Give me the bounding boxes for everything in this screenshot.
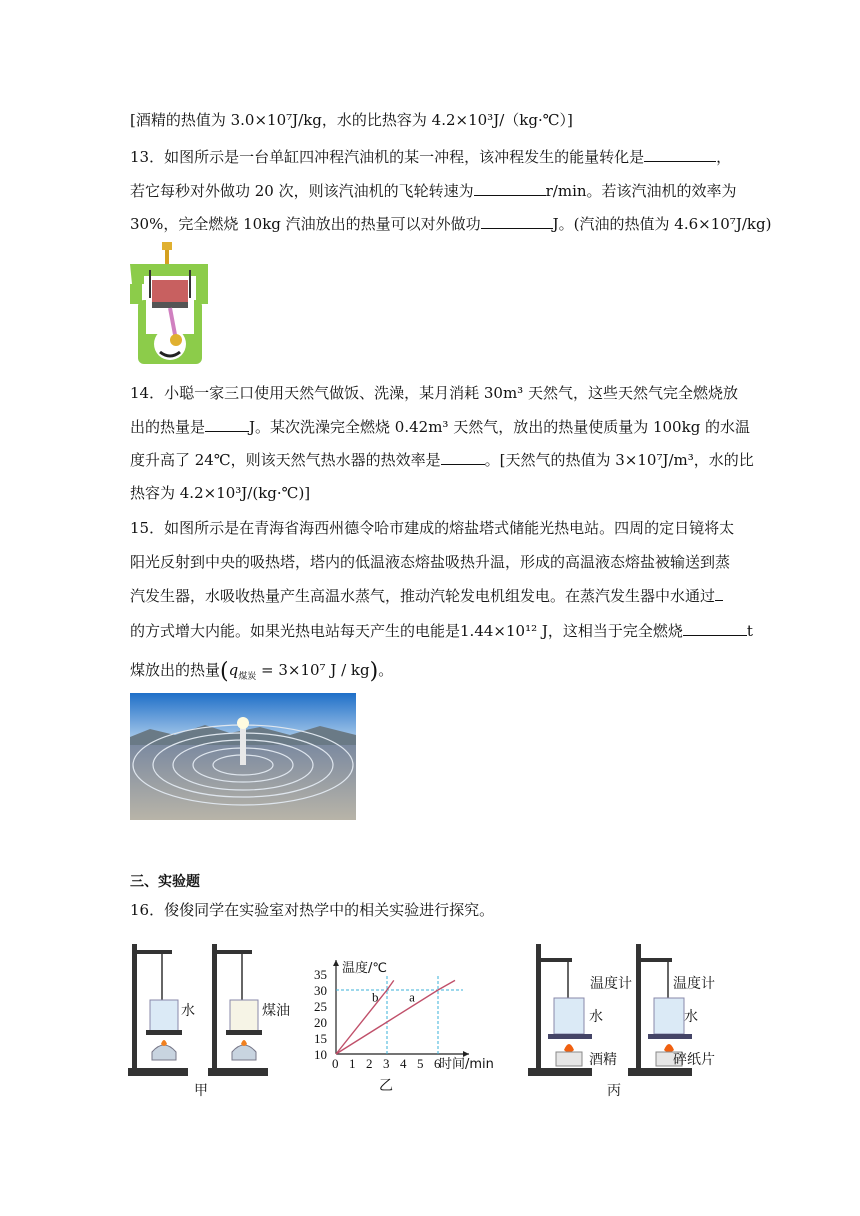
label-water-bing-2: 水 bbox=[684, 1009, 698, 1025]
series-line-b bbox=[336, 980, 394, 1054]
solar-plant-photo bbox=[130, 693, 356, 820]
x-tick-label: 0 bbox=[332, 1056, 339, 1071]
label-water-bing-1: 水 bbox=[589, 1009, 603, 1025]
x-tick-label: 5 bbox=[417, 1056, 424, 1071]
q13-blank-2[interactable] bbox=[474, 181, 546, 196]
label-water: 水 bbox=[181, 1003, 195, 1019]
label-thermometer-2: 温度计 bbox=[673, 976, 715, 992]
label-kerosene: 煤油 bbox=[262, 1003, 290, 1019]
q15-blank-1[interactable] bbox=[715, 586, 723, 601]
q15-blank-2[interactable] bbox=[683, 621, 747, 636]
stand-water bbox=[128, 944, 188, 1076]
q14-line2: 出的热量是 J。某次洗澡完全燃烧 0.42m³ 天然气，放出的热量使质量为 100kg 的水温 bbox=[130, 418, 751, 436]
q15-line4: 的方式增大内能。如果光热电站每天产生的电能是1.44×10¹² J，这相当于完全燃烧 t bbox=[130, 622, 753, 640]
y-tick-label: 25 bbox=[314, 999, 327, 1014]
stand-kerosene bbox=[208, 944, 268, 1076]
q13-line1: 13．如图所示是一台单缸四冲程汽油机的某一冲程，该冲程发生的能量转化是 ， bbox=[130, 148, 732, 166]
y-tick-label: 15 bbox=[314, 1031, 327, 1046]
engine-figure bbox=[128, 240, 212, 368]
q14-blank-1[interactable] bbox=[205, 417, 249, 432]
q15-energy-value: 1.44×10¹² J bbox=[460, 622, 548, 640]
y-tick-label: 35 bbox=[314, 967, 327, 982]
intro-note: [酒精的热值为 3.0×10⁷J/kg，水的比热容为 4.2×10³J/（kg·℃）] bbox=[130, 111, 573, 129]
q13-line2: 若它每秒对外做功 20 次，则该汽油机的飞轮转速为 r/min。若该汽油机的效率为 bbox=[130, 182, 737, 200]
y-tick-label: 30 bbox=[314, 983, 327, 998]
series-label-a: a bbox=[409, 989, 415, 1005]
q15-line2: 阳光反射到中央的吸热塔，塔内的低温液态熔盐吸热升温，形成的高温液态熔盐被输送到蒸 bbox=[130, 553, 731, 571]
label-alcohol: 酒精 bbox=[589, 1052, 617, 1068]
stand-alcohol bbox=[528, 944, 592, 1076]
q13-blank-1[interactable] bbox=[644, 147, 716, 162]
x-tick-label: 6 bbox=[434, 1056, 441, 1071]
x-axis-label: 时间/min bbox=[439, 1057, 494, 1072]
caption-bing: 丙 bbox=[607, 1083, 621, 1099]
x-tick-label: 4 bbox=[400, 1056, 407, 1071]
q14-line4: 热容为 4.2×10³J/(kg·℃)] bbox=[130, 484, 311, 502]
x-tick-label: 2 bbox=[366, 1056, 373, 1071]
q15-line5: 煤放出的热量($q_{煤炭} = 3\times 10^7$ J / kg)。 bbox=[130, 659, 394, 684]
y-axis-arrow bbox=[333, 960, 339, 966]
q16-text: 16．俊俊同学在实验室对热学中的相关实验进行探究。 bbox=[130, 901, 495, 919]
caption-yi: 乙 bbox=[379, 1078, 393, 1092]
caption-jia: 甲 bbox=[194, 1083, 208, 1099]
series-line-a bbox=[336, 980, 455, 1054]
q15-line1: 15．如图所示是在青海省海西州德令哈市建成的熔盐塔式储能光热电站。四周的定日镜将太 bbox=[130, 519, 735, 537]
q13-blank-3[interactable] bbox=[481, 214, 553, 229]
q14-blank-2[interactable] bbox=[441, 450, 485, 465]
q14-line3: 度升高了 24℃，则该天然气热水器的热效率是 。[天然气的热值为 3×10⁷J/m³，水的比 bbox=[130, 451, 754, 469]
label-thermometer-1: 温度计 bbox=[590, 976, 632, 992]
q13-line3: 30%，完全燃烧 10kg 汽油放出的热量可以对外做功 J。(汽油的热值为 4.6×10⁷J/kg) bbox=[130, 215, 772, 233]
label-paper: 碎纸片 bbox=[673, 1052, 715, 1068]
q14-line1: 14．小聪一家三口使用天然气做饭、洗澡，某月消耗 30m³ 天然气，这些天然气完全燃烧放 bbox=[130, 384, 738, 402]
x-tick-label: 1 bbox=[349, 1056, 356, 1071]
y-tick-label: 10 bbox=[314, 1047, 327, 1062]
q15-line3: 汽发生器，水吸收热量产生高温水蒸气，推动汽轮发电机组发电。在蒸汽发生器中水通过 bbox=[130, 586, 723, 606]
y-tick-label: 20 bbox=[314, 1015, 327, 1030]
series-label-b: b bbox=[372, 989, 379, 1005]
temperature-chart bbox=[312, 932, 512, 1092]
y-axis-label: 温度/℃ bbox=[342, 961, 387, 976]
section-heading: 三、实验题 bbox=[130, 874, 200, 890]
x-tick-label: 3 bbox=[383, 1056, 390, 1071]
